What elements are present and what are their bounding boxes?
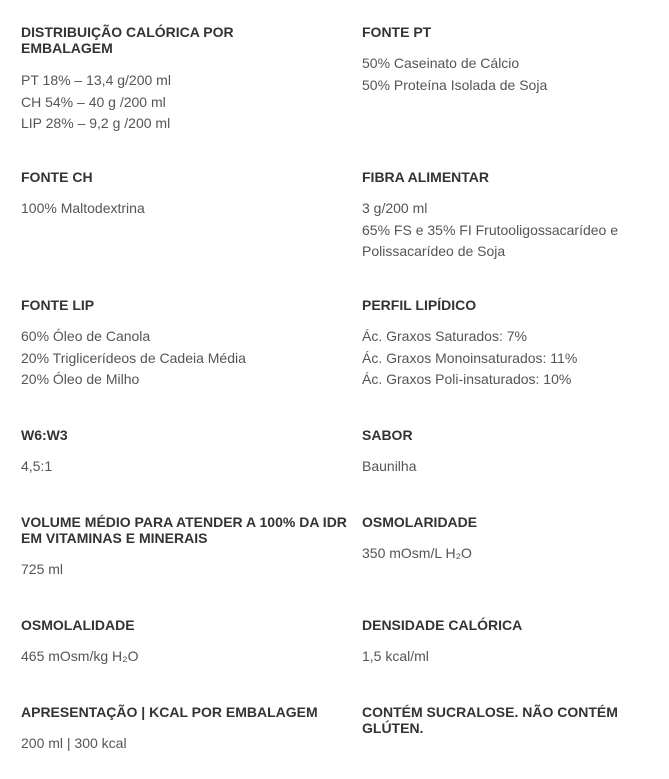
spec-title: FONTE CH <box>21 169 93 185</box>
spec-value: 20% Óleo de Milho <box>21 371 140 387</box>
spec-value: 200 ml | 300 kcal <box>21 735 127 751</box>
spec-value: 50% Proteína Isolada de Soja <box>362 76 548 93</box>
spec-value: PT 18% – 13,4 g/200 ml <box>21 72 171 88</box>
spec-value: 100% Maltodextrina <box>21 200 145 216</box>
spec-value: Ác. Graxos Saturados: 7% <box>362 328 527 344</box>
spec-value: 20% Triglicerídeos de Cadeia Média <box>21 349 246 366</box>
spec-calorie-distribution <box>21 24 321 135</box>
spec-w6-w3 <box>21 427 321 478</box>
spec-value: Polissacarídeo de Soja <box>362 243 506 259</box>
spec-value: 1,5 kcal/ml <box>362 648 429 664</box>
spec-value: 3 g/200 ml <box>362 200 428 216</box>
spec-title: FONTE PT <box>362 24 432 40</box>
spec-lipid-profile <box>362 297 652 391</box>
spec-dietary-fiber <box>362 169 652 263</box>
spec-value: LIP 28% – 9,2 g /200 ml <box>21 115 171 131</box>
spec-value: 65% FS e 35% FI Frutooligossacarídeo e <box>362 221 619 238</box>
spec-title: OSMOLARIDADE <box>362 514 478 530</box>
spec-value: Ác. Graxos Monoinsaturados: 11% <box>362 349 578 366</box>
spec-lipid-source <box>21 297 321 391</box>
spec-value: 350 mOsm/L H₂O <box>362 545 472 561</box>
spec-average-volume <box>21 514 351 581</box>
spec-protein-source <box>362 24 652 96</box>
spec-title: DISTRIBUIÇÃO CALÓRICA POR EMBALAGEM <box>21 24 234 56</box>
spec-title: APRESENTAÇÃO | KCAL POR EMBALAGEM <box>21 704 318 720</box>
spec-presentation <box>21 704 351 755</box>
spec-sucralose-gluten-note <box>362 704 647 736</box>
spec-title: FIBRA ALIMENTAR <box>362 169 490 185</box>
spec-value: CH 54% – 40 g /200 ml <box>21 93 166 110</box>
spec-title: SABOR <box>362 427 413 443</box>
spec-carb-source <box>21 169 321 220</box>
spec-caloric-density <box>362 617 652 668</box>
spec-osmolarity <box>362 514 652 565</box>
spec-value: Baunilha <box>362 458 417 474</box>
spec-value: 725 ml <box>21 561 64 577</box>
spec-flavor <box>362 427 652 478</box>
spec-title: VOLUME MÉDIO PARA ATENDER A 100% DA IDR EM VITAMINAS E MINERAIS <box>21 514 347 546</box>
spec-title: FONTE LIP <box>21 297 95 313</box>
spec-value: 4,5:1 <box>21 458 53 474</box>
spec-osmolality <box>21 617 321 668</box>
spec-title: CONTÉM SUCRALOSE. NÃO CONTÉM GLÚTEN. <box>362 704 618 736</box>
spec-value: 465 mOsm/kg H₂O <box>21 648 139 664</box>
spec-value: 50% Caseinato de Cálcio <box>362 55 520 71</box>
spec-title: PERFIL LIPÍDICO <box>362 297 477 313</box>
spec-title: OSMOLALIDADE <box>21 617 135 633</box>
spec-title: W6:W3 <box>21 427 68 443</box>
spec-value: 60% Óleo de Canola <box>21 328 151 344</box>
spec-value: Ác. Graxos Poli-insaturados: 10% <box>362 371 572 387</box>
spec-title: DENSIDADE CALÓRICA <box>362 617 523 633</box>
